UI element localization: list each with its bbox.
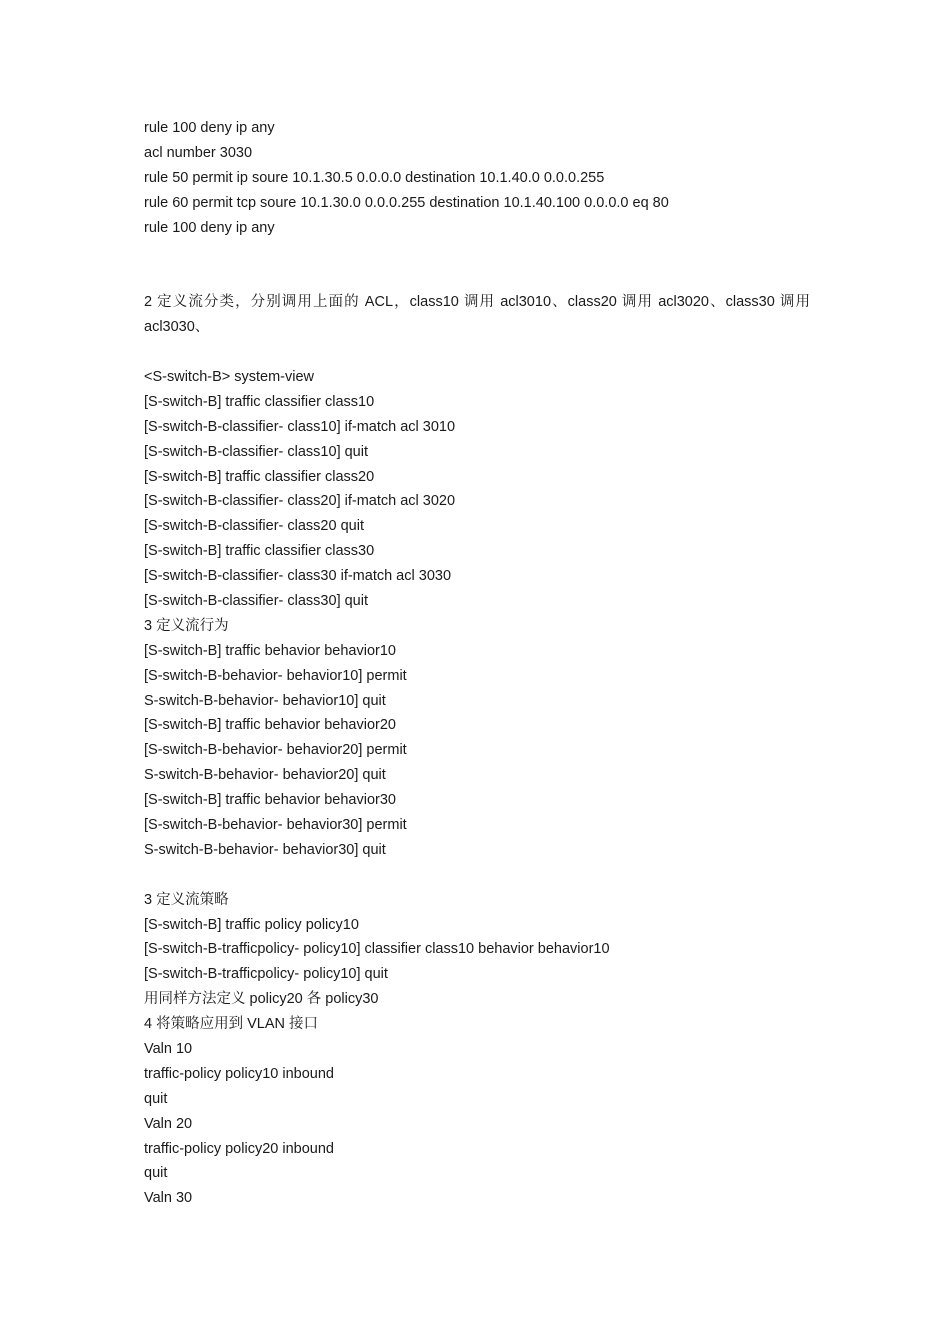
config-line: Valn 30 (144, 1190, 193, 1207)
acl-line: rule 50 permit ip soure 10.1.30.5 0.0.0.0 destination 10.1.40.0 0.0.0.255 (144, 169, 605, 186)
config-line: quit (144, 1090, 168, 1107)
step3-heading: 3 定义流行为 (144, 617, 229, 634)
config-line: [S-switch-B] traffic classifier class10 (144, 393, 375, 410)
step3b-heading: 3 定义流策略 (144, 891, 229, 908)
config-line: [S-switch-B-classifier- class30] quit (144, 592, 368, 609)
config-line: [S-switch-B-classifier- class20 quit (144, 518, 364, 535)
acl-line: rule 100 deny ip any (144, 120, 275, 136)
config-line: [S-switch-B] traffic behavior behavior30 (144, 792, 396, 809)
spacer (144, 863, 810, 888)
config-line: 用同样方法定义 policy20 各 policy30 (144, 991, 379, 1008)
config-line: [S-switch-B-behavior- behavior20] permit (144, 742, 407, 759)
config-line: [S-switch-B] traffic policy policy10 (144, 916, 359, 933)
config-line: Valn 20 (144, 1115, 193, 1132)
config-line: Valn 10 (144, 1041, 193, 1057)
acl-rules-block (144, 116, 810, 240)
behavior-config-block (144, 639, 810, 863)
config-line: [S-switch-B] traffic behavior behavior20 (144, 717, 396, 734)
config-line: [S-switch-B-behavior- behavior30] permit (144, 816, 407, 833)
config-line: [S-switch-B] traffic classifier class30 (144, 543, 375, 560)
config-line: traffic-policy policy20 inbound (144, 1140, 334, 1157)
spacer (144, 340, 810, 365)
config-line: [S-switch-B-classifier- class30 if-match acl 3030 (144, 568, 452, 585)
acl-line: rule 60 permit tcp soure 10.1.30.0 0.0.0.255 destination 10.1.40.100 0.0.0.0 eq 80 (144, 194, 669, 211)
config-line: S-switch-B-behavior- behavior10] quit (144, 692, 386, 709)
config-line: [S-switch-B] traffic classifier class20 (144, 468, 375, 485)
config-line: [S-switch-B-classifier- class10] if-match acl 3010 (144, 418, 456, 435)
acl-line: rule 100 deny ip any (144, 219, 275, 236)
vlan-config-block (144, 1037, 810, 1211)
config-line: [S-switch-B-classifier- class10] quit (144, 443, 368, 460)
classifier-config-block (144, 365, 810, 614)
step2-heading: 2 定义流分类，分别调用上面的 ACL，class10 调用 acl3010、class20 调用 acl3020、class30 调用 acl3030、 (144, 294, 810, 336)
config-line: traffic-policy policy10 inbound (144, 1065, 334, 1082)
acl-line: acl number 3030 (144, 144, 253, 161)
spacer (144, 240, 810, 290)
document-body (144, 116, 810, 1211)
config-line: S-switch-B-behavior- behavior20] quit (144, 767, 386, 784)
config-line: S-switch-B-behavior- behavior30] quit (144, 841, 386, 858)
config-line: [S-switch-B] traffic behavior behavior10 (144, 642, 396, 659)
config-line: [S-switch-B-behavior- behavior10] permit (144, 667, 407, 684)
config-line: [S-switch-B-trafficpolicy- policy10] classifier class10 behavior behavior10 (144, 941, 610, 958)
config-line: [S-switch-B-trafficpolicy- policy10] quit (144, 966, 388, 983)
config-line: <S-switch-B> system-view (144, 368, 315, 385)
policy-config-block (144, 913, 810, 1013)
config-line: [S-switch-B-classifier- class20] if-match acl 3020 (144, 493, 456, 510)
step4-heading: 4 将策略应用到 VLAN 接口 (144, 1016, 319, 1033)
config-line: quit (144, 1165, 168, 1182)
